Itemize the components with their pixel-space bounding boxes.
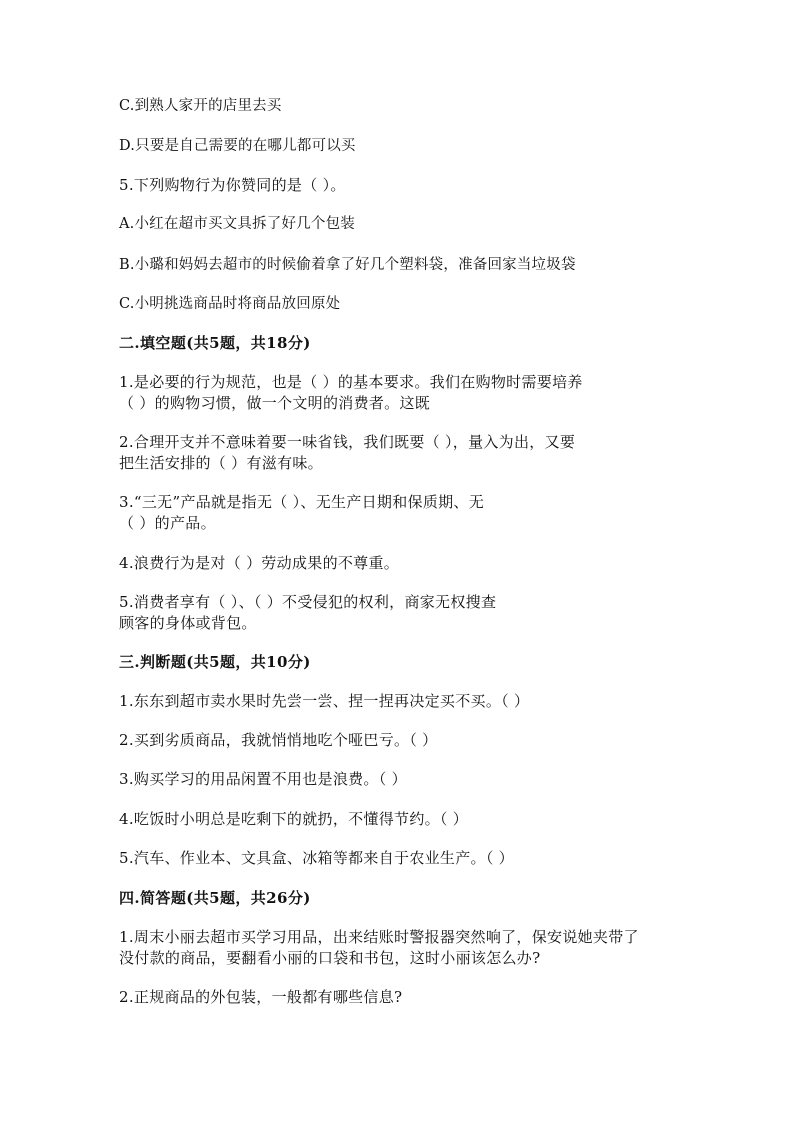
short-q1-line1: 1.周末小丽去超市买学习用品，出来结账时警报器突然响了，保安说她夹带了 bbox=[119, 928, 639, 946]
fill-q2-line2: 把生活安排的（ ）有滋有味。 bbox=[119, 454, 323, 472]
section-4-heading: 四.简答题(共5题，共26分) bbox=[119, 889, 311, 907]
fill-q2-line1: 2.合理开支并不意味着要一味省钱，我们既要（ ），量入为出，又要 bbox=[119, 433, 576, 451]
judge-q4: 4.吃饭时小明总是吃剩下的就扔，不懂得节约。（ ） bbox=[119, 810, 469, 828]
fill-q3-line2: （ ）的产品。 bbox=[119, 514, 216, 532]
fill-q1-line2: （ ）的购物习惯，做一个文明的消费者。这既 bbox=[119, 394, 431, 412]
choice-q5-option-c: C.小明挑选商品时将商品放回原处 bbox=[119, 296, 341, 312]
section-2-heading: 二.填空题(共5题，共18分) bbox=[119, 334, 311, 352]
choice-q5-option-b: B.小璐和妈妈去超市的时候偷着拿了好几个塑料袋，准备回家当垃圾袋 bbox=[119, 257, 576, 273]
fill-q5-line2: 顾客的身体或背包。 bbox=[119, 614, 257, 632]
choice-q5-stem: 5.下列购物行为你赞同的是（ ）。 bbox=[119, 176, 346, 194]
judge-q5: 5.汽车、作业本、文具盒、冰箱等都来自于农业生产。（ ） bbox=[119, 849, 514, 867]
judge-q1: 1.东东到超市卖水果时先尝一尝、捏一捏再决定买不买。（ ） bbox=[119, 692, 530, 710]
choice-q5-option-a: A.小红在超市买文具拆了好几个包装 bbox=[119, 216, 355, 232]
q4-option-c: C.到熟人家开的店里去买 bbox=[119, 98, 282, 114]
judge-q3: 3.购买学习的用品闲置不用也是浪费。（ ） bbox=[119, 770, 407, 788]
section-3-heading: 三.判断题(共5题，共10分) bbox=[119, 653, 311, 671]
judge-q2: 2.买到劣质商品，我就悄悄地吃个哑巴亏。（ ） bbox=[119, 731, 438, 749]
fill-q4: 4.浪费行为是对（ ）劳动成果的不尊重。 bbox=[119, 554, 400, 572]
q4-option-d: D.只要是自己需要的在哪儿都可以买 bbox=[119, 138, 356, 154]
fill-q1-line1: 1.是必要的行为规范，也是（ ）的基本要求。我们在购物时需要培养 bbox=[119, 373, 583, 391]
fill-q5-line1: 5.消费者享有（ ）、（ ）不受侵犯的权利，商家无权搜查 bbox=[119, 593, 497, 611]
short-q2: 2.正规商品的外包装，一般都有哪些信息? bbox=[119, 988, 403, 1006]
short-q1-line2: 没付款的商品，要翻看小丽的口袋和书包，这时小丽该怎么办? bbox=[119, 949, 541, 967]
fill-q3-line1: 3.“三无”产品就是指无（ ）、无生产日期和保质期、无 bbox=[119, 493, 485, 511]
